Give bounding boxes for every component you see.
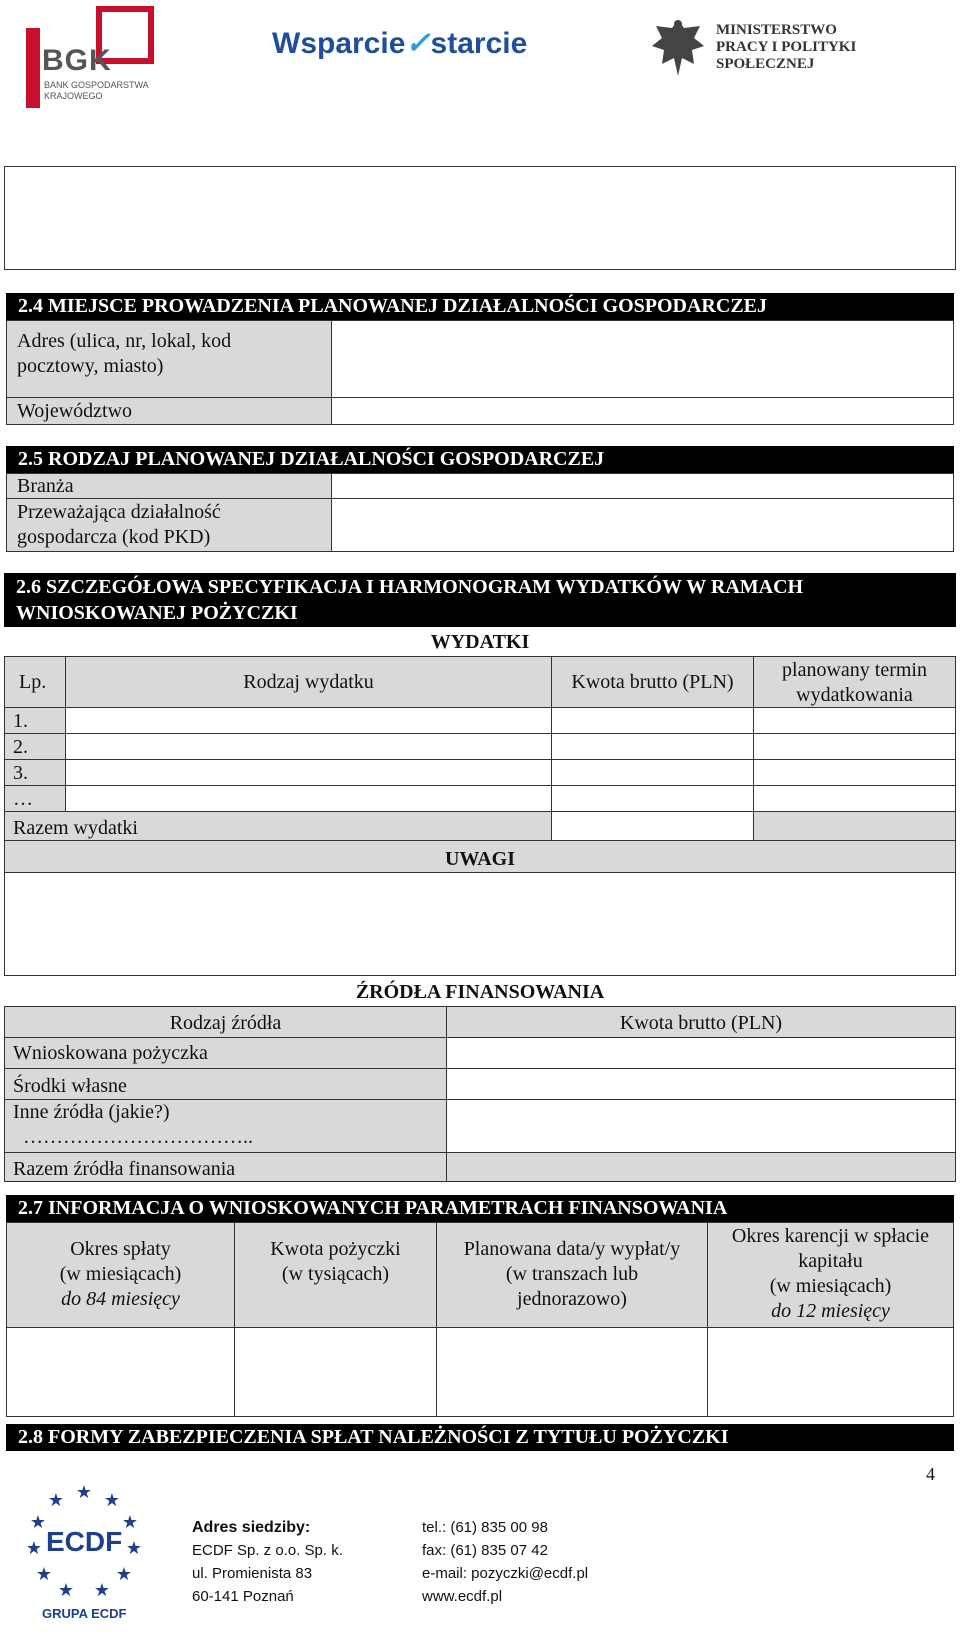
src-loan-amount[interactable] (446, 1037, 956, 1069)
param-period-field[interactable] (6, 1327, 235, 1417)
remarks-field[interactable] (4, 872, 956, 976)
section-2-6-title-line2: WNIOSKOWANEJ POŻYCZKI (16, 602, 298, 624)
footer-address-line2: ul. Promienista 83 (192, 1565, 313, 1582)
wsparcie-logo-text1: Wsparcie (272, 27, 406, 60)
wsparcie-logo-text2: starcie (430, 27, 528, 60)
ministry-line1: MINISTERSTWO (716, 22, 837, 38)
section-2-7-title: 2.7 INFORMACJA O WNIOSKOWANYCH PARAMETRACH FINANSOWANIA (6, 1195, 954, 1222)
param-period-header (6, 1222, 235, 1328)
table-row-lp: 2. (4, 733, 66, 760)
footer-email[interactable]: e-mail: pozyczki@ecdf.pl (422, 1565, 589, 1582)
svg-text:★: ★ (121, 1512, 139, 1533)
address-field[interactable] (331, 320, 954, 398)
param-amount-line2: (w tysiącach) (281, 1263, 390, 1285)
empty-top-box[interactable] (4, 166, 956, 270)
param-amount-header (234, 1222, 437, 1328)
footer-address-heading: Adres siedziby: (192, 1519, 311, 1536)
svg-text:★: ★ (29, 1512, 47, 1533)
section-2-5-title: 2.5 RODZAJ PLANOWANEJ DZIAŁALNOŚCI GOSPODARCZEJ (6, 446, 954, 473)
src-other-label-line1: Inne źródła (jakie?) (13, 1101, 170, 1123)
src-own-amount[interactable] (446, 1068, 956, 1100)
bgk-logo-sub1: BANK GOSPODARSTWA (44, 80, 149, 90)
sources-heading: ŹRÓDŁA FINANSOWANIA (355, 981, 605, 1003)
expenses-heading: WYDATKI (430, 631, 530, 653)
param-period-line2: (w miesiącach) (59, 1263, 182, 1285)
ecdf-logo-caption: GRUPA ECDF (42, 1606, 127, 1621)
voivodeship-field[interactable] (331, 397, 954, 425)
industry-field[interactable] (331, 473, 954, 499)
footer-tel: tel.: (61) 835 00 98 (422, 1519, 548, 1536)
pkd-field[interactable] (331, 498, 954, 552)
table-row-lp: 3. (4, 759, 66, 786)
svg-text:★: ★ (115, 1564, 133, 1585)
address-label-line2: pocztowy, miasto) (17, 355, 164, 377)
bgk-logo-mark (26, 28, 40, 108)
param-date-line2: (w transzach lub (505, 1263, 639, 1285)
expenses-total-date (753, 811, 956, 841)
col-lp-header: Lp. (4, 656, 66, 708)
param-period-line3: do 84 miesięcy (61, 1288, 180, 1310)
footer-address-line1: ECDF Sp. z o.o. Sp. k. (192, 1542, 343, 1559)
col-date-header-line2: wydatkowania (796, 684, 913, 706)
bgk-logo-sub2: KRAJOWEGO (44, 91, 103, 101)
col-date-header (753, 656, 956, 708)
address-label-line1: Adres (ulica, nr, lokal, kod (17, 330, 232, 352)
src-other-label (4, 1099, 447, 1153)
expenses-total-amount[interactable] (551, 811, 754, 841)
expenses-total-label: Razem wydatki (4, 811, 552, 841)
param-date-field[interactable] (436, 1327, 708, 1417)
remarks-heading: UWAGI (4, 840, 956, 873)
param-grace-line4: do 12 miesięcy (771, 1300, 890, 1322)
ecdf-logo (24, 1482, 144, 1622)
svg-text:★: ★ (75, 1482, 93, 1503)
footer-contact (422, 1516, 588, 1608)
param-amount-field[interactable] (234, 1327, 437, 1417)
param-grace-header (707, 1222, 954, 1328)
table-row-lp: 1. (4, 707, 66, 734)
svg-text:★: ★ (125, 1538, 143, 1559)
pkd-label-line2: gospodarcza (kod PKD) (17, 526, 211, 548)
wsparcie-logo (272, 26, 562, 70)
param-grace-line3: (w miesiącach) (769, 1275, 892, 1297)
pkd-label (6, 498, 332, 552)
param-grace-field[interactable] (707, 1327, 954, 1417)
svg-text:★: ★ (35, 1564, 53, 1585)
section-2-6-title-line1: 2.6 SZCZEGÓŁOWA SPECYFIKACJA I HARMONOGRAM WYDATKÓW W RAMACH (16, 576, 804, 598)
col-date-header-line1: planowany termin (782, 659, 927, 681)
src-col-type-header: Rodzaj źródła (4, 1006, 447, 1038)
pkd-label-line1: Przeważająca działalność (17, 501, 221, 523)
src-loan-label: Wnioskowana pożyczka (4, 1037, 447, 1069)
ecdf-logo-text: ECDF (46, 1526, 123, 1557)
table-row-type[interactable] (65, 733, 552, 760)
param-amount-line1: Kwota pożyczki (270, 1238, 401, 1260)
col-amount-header: Kwota brutto (PLN) (551, 656, 754, 708)
ministry-logo (648, 16, 878, 82)
section-2-8-title: 2.8 FORMY ZABEZPIECZENIA SPŁAT NALEŻNOŚCI Z TYTUŁU POŻYCZKI (6, 1424, 954, 1451)
src-col-amount-header: Kwota brutto (PLN) (446, 1006, 956, 1038)
section-2-6-title (4, 573, 956, 627)
col-type-header: Rodzaj wydatku (65, 656, 552, 708)
footer-www[interactable]: www.ecdf.pl (422, 1588, 503, 1605)
address-label (6, 320, 332, 398)
section-2-4-title: 2.4 MIEJSCE PROWADZENIA PLANOWANEJ DZIAŁALNOŚCI GOSPODARCZEJ (6, 293, 954, 320)
param-grace-line2: kapitału (798, 1250, 863, 1272)
voivodeship-label: Województwo (6, 397, 332, 425)
src-total-label: Razem źródła finansowania (4, 1152, 447, 1182)
page-number: 4 (926, 1464, 935, 1484)
src-own-label: Środki własne (4, 1068, 447, 1100)
footer-fax: fax: (61) 835 07 42 (422, 1542, 548, 1559)
param-period-line1: Okres spłaty (70, 1238, 171, 1260)
ministry-line2: PRACY I POLITYKI (716, 39, 857, 55)
table-row-date[interactable] (753, 733, 956, 760)
svg-text:★: ★ (103, 1490, 121, 1511)
wsparcie-logo-check-icon: ✓ (405, 27, 431, 60)
param-date-line1: Planowana data/y wypłat/y (463, 1238, 681, 1260)
param-grace-line1: Okres karencji w spłacie (731, 1225, 930, 1247)
table-row-amount[interactable] (551, 759, 754, 786)
table-row-amount[interactable] (551, 785, 754, 812)
src-other-label-line2: …………………………….. (23, 1126, 253, 1148)
svg-text:★: ★ (93, 1580, 111, 1601)
table-row-type[interactable] (65, 707, 552, 734)
industry-label: Branża (6, 473, 332, 499)
table-row-type[interactable] (65, 785, 552, 812)
table-row-amount[interactable] (551, 733, 754, 760)
svg-text:★: ★ (57, 1580, 75, 1601)
eagle-emblem-icon (648, 16, 708, 82)
param-date-header (436, 1222, 708, 1328)
footer-address-line3: 60-141 Poznań (192, 1588, 294, 1605)
table-row-date[interactable] (753, 759, 956, 786)
table-row-amount[interactable] (551, 707, 754, 734)
table-row-type[interactable] (65, 759, 552, 786)
ministry-line3: SPOŁECZNEJ (716, 56, 815, 72)
table-row-date[interactable] (753, 707, 956, 734)
src-total-amount (446, 1152, 956, 1182)
table-row-lp: … (4, 785, 66, 812)
svg-text:★: ★ (47, 1490, 65, 1511)
footer-address (192, 1516, 343, 1608)
svg-text:★: ★ (25, 1538, 43, 1559)
bgk-logo-text: BGK (42, 44, 112, 77)
bgk-logo (26, 6, 166, 106)
param-date-line3: jednorazowo) (517, 1288, 627, 1310)
src-other-amount[interactable] (446, 1099, 956, 1153)
table-row-date[interactable] (753, 785, 956, 812)
